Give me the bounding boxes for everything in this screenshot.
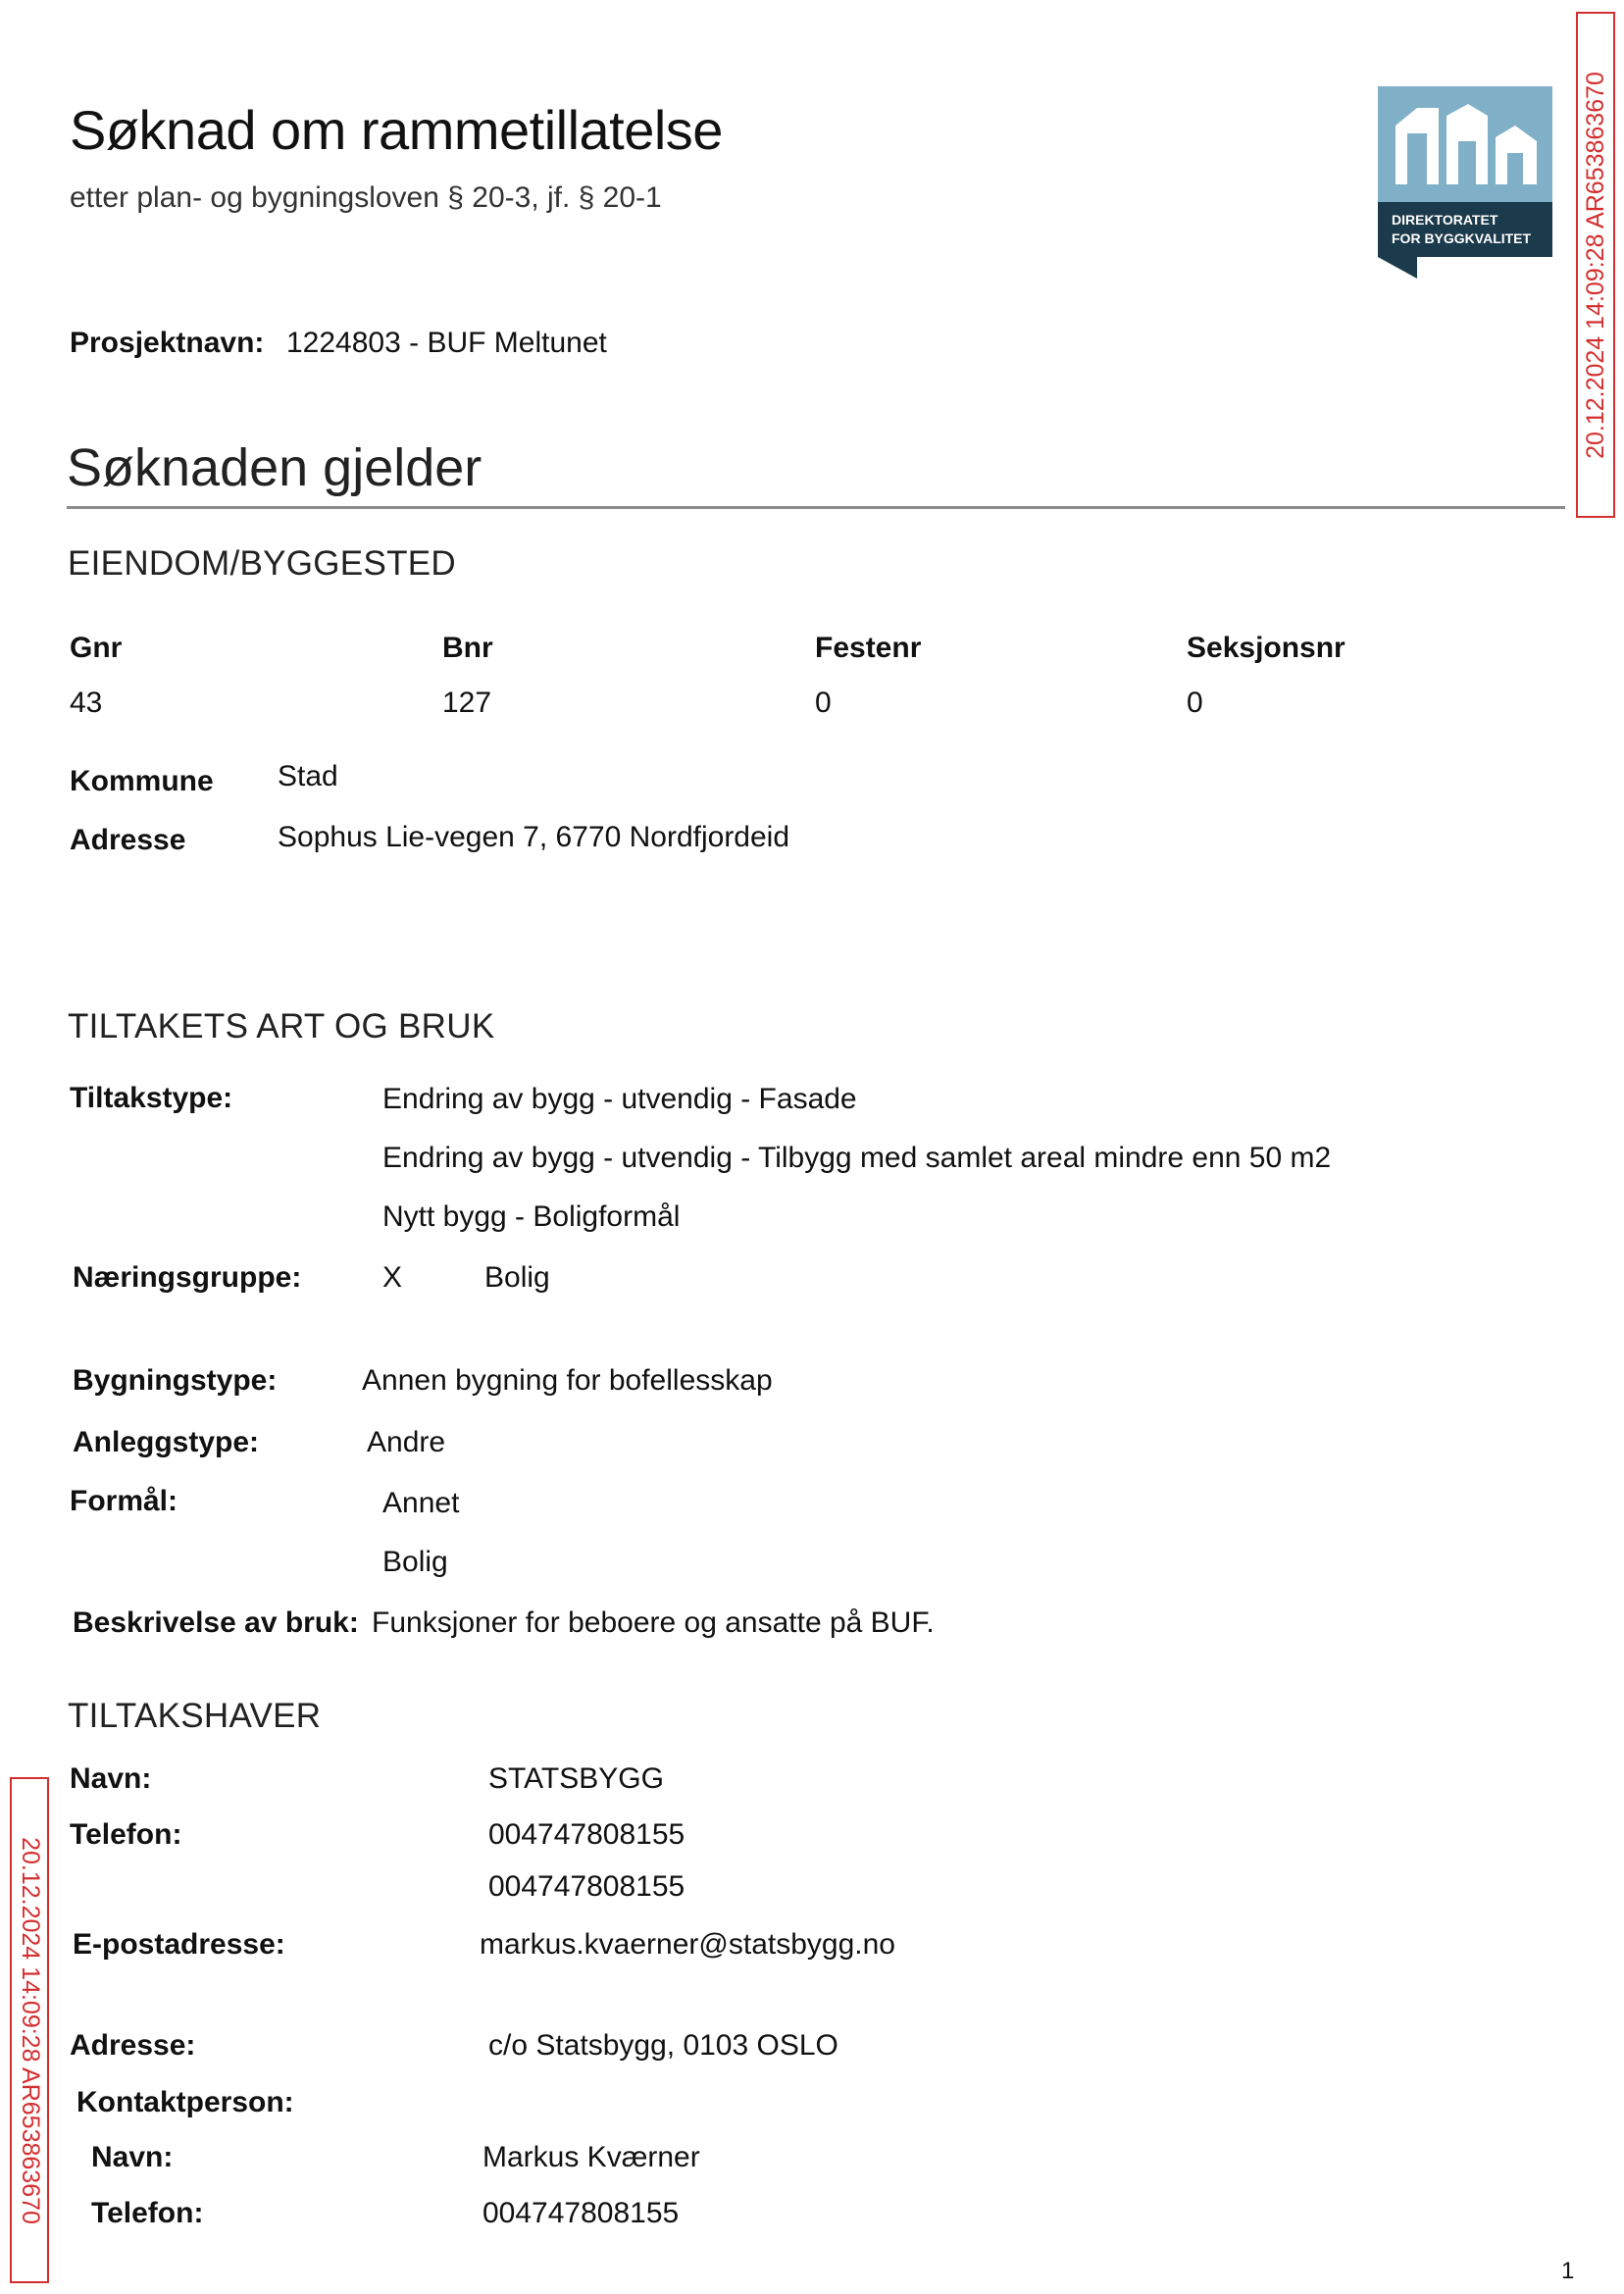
naeringsgruppe-value: Bolig [484,1261,550,1294]
adresse-label: Adresse [70,824,186,856]
date-stamp-top [1576,12,1615,518]
formal-label: Formål: [70,1485,178,1517]
formal-value: Bolig [382,1546,448,1578]
seksjonsnr-value: 0 [1187,687,1203,719]
tiltakshaver-navn-value: STATSBYGG [488,1762,664,1795]
dibk-logo-graphic [1378,86,1552,279]
tiltakshaver-epost-value: markus.kvaerner@statsbygg.no [480,1928,895,1961]
logo-text-line2: FOR BYGGKVALITET [1392,230,1532,246]
tiltakstype-item: Endring av bygg - utvendig - Fasade [382,1083,857,1115]
section-title: Søknaden gjelder [67,438,482,497]
bygningstype-value: Annen bygning for bofellesskap [362,1364,773,1397]
tiltak-heading: TILTAKETS ART OG BRUK [68,1007,495,1045]
naeringsgruppe-label: Næringsgruppe: [73,1261,302,1294]
bnr-label: Bnr [442,632,493,664]
tiltakshaver-adresse-value: c/o Statsbygg, 0103 OSLO [488,2029,838,2062]
kommune-label: Kommune [70,765,214,797]
date-stamp-text: 20.12.2024 14:09:28 AR653863670 [16,1836,44,2224]
tiltakshaver-adresse-label: Adresse: [70,2029,196,2062]
bygningstype-label: Bygningstype: [73,1364,278,1397]
festenr-value: 0 [815,687,832,719]
tiltakstype-item: Nytt bygg - Boligformål [382,1200,681,1233]
beskrivelse-label: Beskrivelse av bruk: [73,1606,359,1639]
page-title: Søknad om rammetillatelse [70,99,723,161]
tiltakstype-label: Tiltakstype: [70,1082,233,1114]
tiltakshaver-telefon-value: 004747808155 [488,1870,685,1903]
date-stamp-text: 20.12.2024 14:09:28 AR653863670 [1581,71,1609,459]
seksjonsnr-label: Seksjonsnr [1187,632,1345,664]
tiltakshaver-navn-label: Navn: [70,1762,152,1795]
dibk-logo [1378,86,1552,279]
kontaktperson-label: Kontaktperson: [76,2086,294,2118]
tiltakshaver-telefon-value: 004747808155 [488,1818,685,1851]
gnr-label: Gnr [70,632,123,664]
formal-value: Annet [382,1487,460,1519]
festenr-label: Festenr [815,632,922,664]
kontakt-navn-value: Markus Kværner [482,2141,700,2173]
page-subtitle: etter plan- og bygningsloven § 20-3, jf. § 20-1 [70,181,662,214]
project-name-value: 1224803 - BUF Meltunet [286,327,607,359]
bnr-value: 127 [442,687,492,719]
gnr-value: 43 [70,687,103,719]
adresse-value: Sophus Lie-vegen 7, 6770 Nordfjordeid [278,821,790,853]
tiltakshaver-heading: TILTAKSHAVER [68,1697,322,1735]
section-divider [67,506,1565,509]
page-number: 1 [1561,2258,1575,2284]
naeringsgruppe-code: X [382,1261,403,1294]
beskrivelse-value: Funksjoner for beboere og ansatte på BUF. [372,1606,935,1639]
anleggstype-value: Andre [367,1426,446,1458]
eiendom-heading: EIENDOM/BYGGESTED [68,544,456,583]
kontakt-telefon-label: Telefon: [91,2197,204,2229]
tiltakshaver-epost-label: E-postadresse: [73,1928,285,1961]
logo-text-line1: DIREKTORATET [1392,212,1498,228]
tiltakstype-item: Endring av bygg - utvendig - Tilbygg med samlet areal mindre enn 50 m2 [382,1142,1332,1174]
kontakt-navn-label: Navn: [91,2141,174,2173]
kommune-value: Stad [278,760,338,792]
project-name-label: Prosjektnavn: [70,327,265,359]
anleggstype-label: Anleggstype: [73,1426,260,1458]
tiltakshaver-telefon-label: Telefon: [70,1818,182,1851]
kontakt-telefon-value: 004747808155 [482,2197,680,2229]
date-stamp-bottom [10,1777,49,2283]
